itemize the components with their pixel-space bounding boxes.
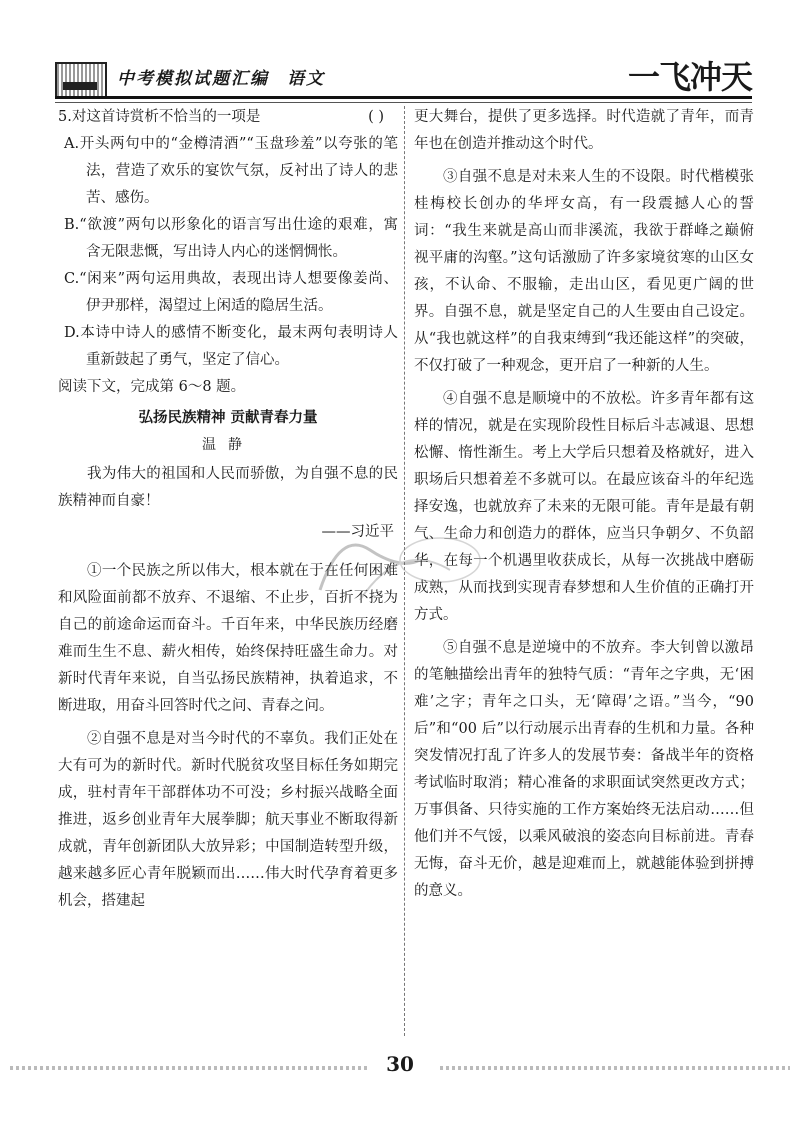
page-number: 30	[386, 1052, 414, 1076]
paragraph-2-continued: 更大舞台，提供了更多选择。时代造就了青年，而青年也在创造并推动这个时代。	[414, 109, 754, 152]
left-column	[58, 104, 398, 915]
paragraph-2: ②自强不息是对当今时代的不辜负。我们正处在大有可为的新时代。新时代脱贫攻坚目标任务如期完成，驻村青年干部群体功不可没；乡村振兴战略全面推进，返乡创业青年大展拳脚；航天事业不断取得新成就，青年创新团队大放异彩；中国制造转型升级，越来越多匠心青年脱颖而出……伟大时代孕育着更多机会，搭建起	[58, 731, 398, 909]
option-b: B.“欲渡”两句以形象化的语言写出仕途的艰难，寓含无限悲慨，写出诗人内心的迷惘惆怅。	[64, 217, 398, 260]
option-c: C.“闲来”两句运用典故，表现出诗人想要像姜尚、伊尹那样，渴望过上闲适的隐居生活。	[64, 271, 398, 314]
article-title: 弘扬民族精神 贡献青春力量	[138, 410, 318, 426]
page-header	[55, 52, 752, 102]
paragraph-1: ①一个民族之所以伟大，根本就在于在任何困难和风险面前都不放弃、不退缩、不止步，百折不挠为自己的前途命运而奋斗。千百年来，中华民族历经磨难而生生不息、薪火相传，始终保持旺盛生命力。对新时代青年来说，自当弘扬民族精神，执着追求，不断进取，用奋斗回答时代之问、青春之问。	[58, 563, 398, 714]
brand-logo: 一飞冲天	[627, 58, 752, 96]
column-divider	[404, 106, 405, 1036]
option-d: D.本诗中诗人的感情不断变化，最末两句表明诗人重新鼓起了勇气，坚定了信心。	[64, 325, 398, 368]
option-a: A.开头两句中的“金樽清酒”“玉盘珍羞”以夸张的笔法，营造了欢乐的宴饮气氛，反衬出了诗人的悲苦、感伤。	[64, 136, 398, 206]
spacer	[58, 546, 398, 558]
page-footer	[0, 1052, 800, 1082]
footer-rule-left	[10, 1066, 370, 1070]
footer-rule-right	[440, 1066, 790, 1070]
series-title	[117, 64, 325, 89]
right-column	[414, 104, 754, 905]
question-stem-text: 5.对这首诗赏析不恰当的一项是	[58, 109, 261, 125]
question-stem	[58, 104, 398, 131]
series-title-text: 中考模拟试题汇编	[117, 69, 269, 89]
question-5	[58, 104, 398, 374]
header-rule-thin	[55, 102, 752, 103]
publisher-logo-icon	[55, 62, 107, 98]
paragraph-4: ④自强不息是顺境中的不放松。许多青年都有这样的情况，就是在实现阶段性目标后斗志减退、思想松懈、惰性渐生。考上大学后只想着及格就好，进入职场后只想着差不多就可以。在最应该奋斗的年纪选择安逸，也就放弃了未来的无限可能。青年是最有朝气、生命力和创造力的群体，应当只争朝夕、不负韶华，在每一个机遇里收获成长，从每一次挑战中磨砺成熟，从而找到实现青春梦想和人生价值的正确打开方式。	[414, 391, 754, 623]
answer-paren: ( )	[368, 109, 384, 125]
epigraph-text: 我为伟大的祖国和人民而骄傲，为自强不息的民族精神而自豪！	[58, 466, 398, 509]
header-rule	[55, 96, 752, 99]
paragraph-3: ③自强不息是对未来人生的不设限。时代楷模张桂梅校长创办的华坪女高，有一段震撼人心的誓词：“我生来就是高山而非溪流，我欲于群峰之巅俯视平庸的沟壑。”这句话激励了许多家境贫寒的山区女孩，不认命、不服输，走出山区，看见更广阔的世界。自强不息，就是坚定自己的人生要由自己设定。从“我也就这样”的自我束缚到“我还能这样”的突破，不仅打破了一种观念，更开启了一种新的人生。	[414, 169, 754, 374]
paragraph-5: ⑤自强不息是逆境中的不放弃。李大钊曾以激昂的笔触描绘出青年的独特气质：“青年之字典，无‘困难’之字；青年之口头，无‘障碍’之语。”当今，“90 后”和“00 后”以行动展示出青春的生机和力量。各种突发情况打乱了许多人的发展节奏：备战半年的资格考试临时取消；精心准备的求职面试突然更改方式；万事俱备、只待实施的工作方案始终无法启动……但他们并不气馁，以乘风破浪的姿态向目标前进。青春无悔，奋斗无价，越是迎难而上，就越能体验到拼搏的意义。	[414, 640, 754, 899]
article-author: 温静	[202, 437, 254, 453]
epigraph	[58, 461, 398, 546]
reading-instruction: 阅读下文，完成第 6～8 题。	[58, 379, 246, 395]
subject-label: 语文	[287, 69, 325, 89]
epigraph-source: ——习近平	[321, 524, 394, 540]
